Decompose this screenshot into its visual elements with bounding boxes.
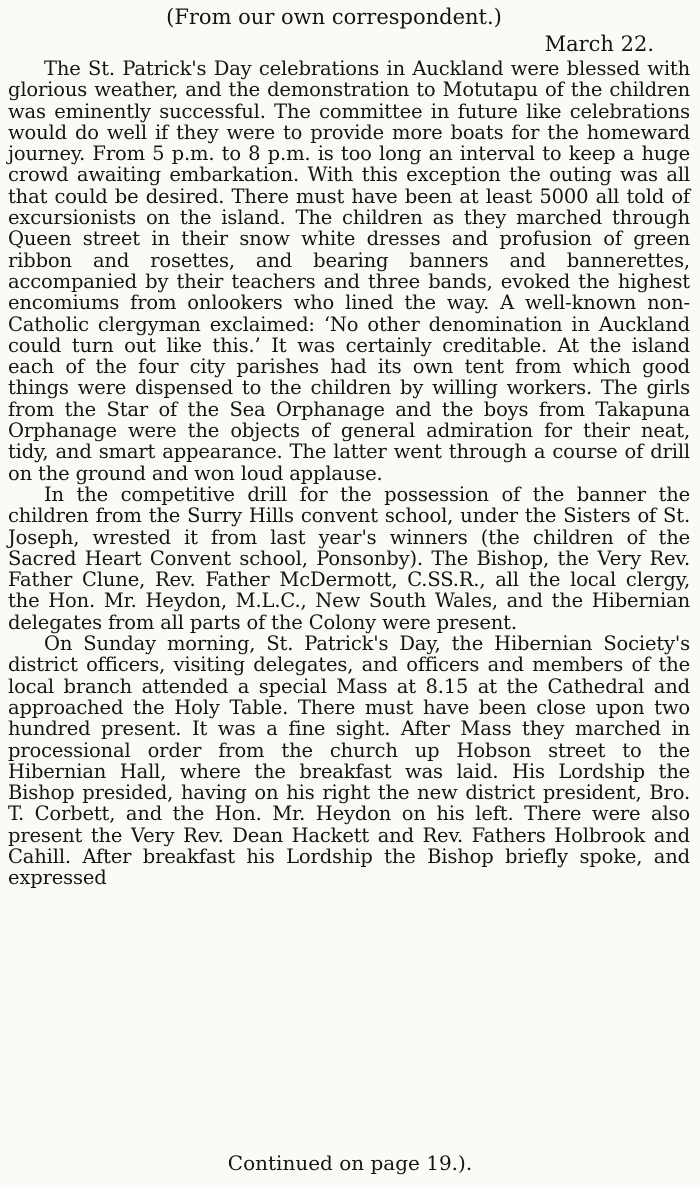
continued-note: Continued on page 19.). xyxy=(227,1151,473,1175)
dateline: March 22. xyxy=(544,32,654,56)
paragraph-competitive-drill: In the competitive drill for the possession of the banner the children from the Surry Hills convent school, under the Sisters of St. Joseph, wrested it from last year's winners (the children of the Sacred Heart Convent school, Ponsonby). The Bishop, the Very Rev. Father Clune, Rev. Father McDermott, C.SS.R., all the local clergy, the Hon. Mr. Heydon, M.L.C., New South Wales, and the Hibernian delegates from all parts of the Colony were present. xyxy=(8,482,690,634)
paragraph-celebrations: The St. Patrick's Day celebrations in Auckland were blessed with glorious weather, and the demonstration to Motutapu of the children was eminently successful. The committee in future like celebrations would do well if they were to provide more boats for the homeward journey. From 5 p.m. to 8 p.m. is too long an interval to keep a huge crowd awaiting embarkation. With this exception the outing was all that could be desired. There must have been at least 5000 all told of excursionists on the island. The children as they marched through Queen street in their snow white dresses and profusion of green ribbon and rosettes, and bearing banners and bannerettes, accompanied by their teachers and three bands, evoked the highest encomiums from onlookers who lined the way. A well-known non-Catholic clergyman exclaimed: ‘No other denomination in Auckland could turn out like this.’ It was certainly creditable. At the island each of the four city parishes had its own tent from which good things were dispensed to the children by willing workers. The girls from the Star of the Sea Orphanage and the boys from Takapuna Orphanage were the objects of general admiration for their neat, tidy, and smart appearance. The latter went through a course of drill on the ground and won loud applause. xyxy=(8,57,690,485)
byline: (From our own correspondent.) xyxy=(166,5,502,29)
article-body xyxy=(8,58,690,889)
paragraph-sunday-mass: On Sunday morning, St. Patrick's Day, the Hibernian Society's district officers, visiting delegates, and officers and members of the local branch attended a special Mass at 8.15 at the Cathedral and approached the Holy Table. There must have been close upon two hundred present. It was a fine sight. After Mass they marched in processional order from the church up Hobson street to the Hibernian Hall, where the breakfast was laid. His Lordship the Bishop presided, having on his right the new district president, Bro. T. Corbett, and the Hon. Mr. Heydon on his left. There were also present the Very Rev. Dean Hackett and Rev. Fathers Holbrook and Cahill. After breakfast his Lordship the Bishop briefly spoke, and expressed xyxy=(8,632,690,890)
